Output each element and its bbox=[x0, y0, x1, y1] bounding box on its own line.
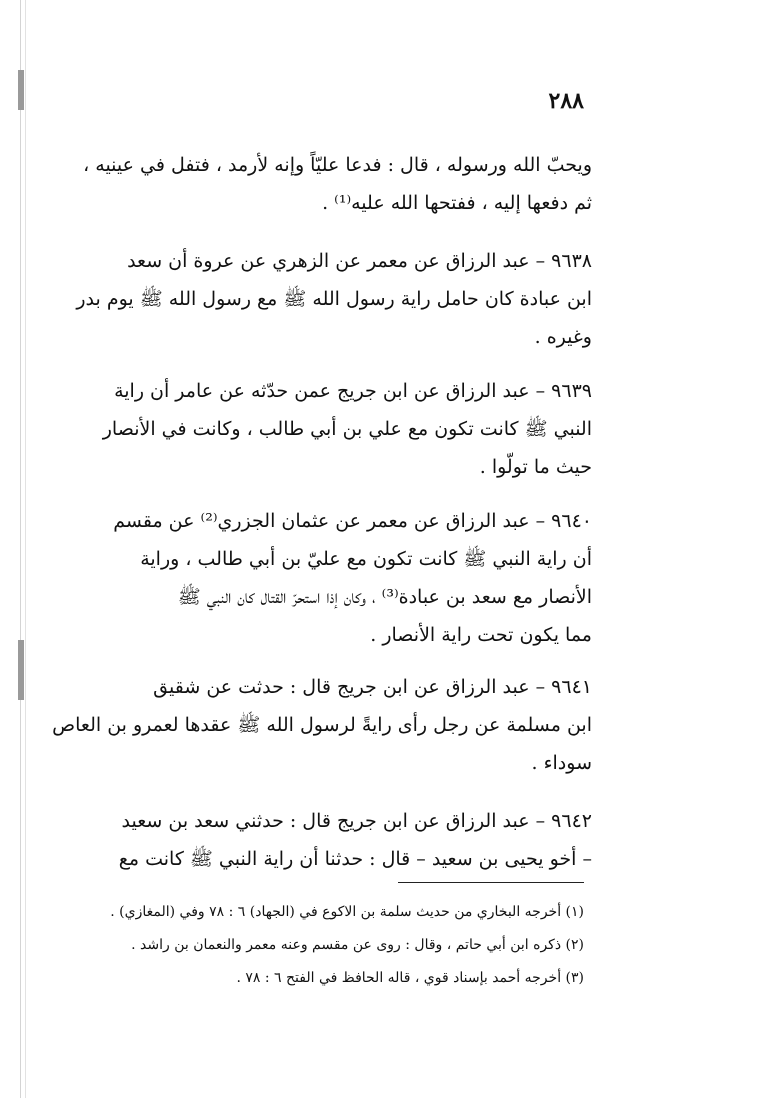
text-line: ٩٦٣٩ – عبد الرزاق عن ابن جريج عمن حدّثه عن عامر أن راية bbox=[114, 380, 592, 402]
footnote-separator bbox=[398, 882, 584, 883]
text-line: ٩٦٤١ – عبد الرزاق عن ابن جريج قال : حدثت عن شقيق bbox=[153, 676, 592, 698]
text-line: مما يكون تحت راية الأنصار . bbox=[370, 624, 592, 646]
hadith-9638 bbox=[44, 242, 592, 356]
page-number: ٢٨٨ bbox=[548, 88, 584, 114]
text-line: – أخو يحيى بن سعيد – قال : حدثنا أن راية النبي ﷺ كانت مع bbox=[118, 848, 592, 870]
text-line: النبي ﷺ كانت تكون مع علي بن أبي طالب ، وكانت في الأنصار bbox=[102, 418, 592, 440]
text-line: سوداء . bbox=[531, 752, 592, 774]
text-line: ابن عبادة كان حامل راية رسول الله ﷺ مع رسول الله ﷺ يوم بدر bbox=[76, 288, 592, 310]
hadith-9642 bbox=[44, 802, 592, 878]
hadith-9640 bbox=[44, 502, 592, 654]
text-line: الأنصار مع سعد بن عبادة⁽³⁾ ، وكان إذا استحرّ القتال كان النبي ﷺ bbox=[177, 586, 592, 608]
scan-edge-mark bbox=[18, 70, 24, 110]
footnote-2: (٢) ذكره ابن أبي حاتم ، وقال : روى عن مقسم وعنه معمر والنعمان بن راشد . bbox=[131, 937, 584, 953]
text-line: أن راية النبي ﷺ كانت تكون مع عليّ بن أبي طالب ، وراية bbox=[140, 548, 592, 570]
text-line: ٩٦٤٢ – عبد الرزاق عن ابن جريج قال : حدثني سعد بن سعيد bbox=[121, 810, 592, 832]
text-line: ابن مسلمة عن رجل رأى رايةً لرسول الله ﷺ عقدها لعمرو بن العاص bbox=[52, 714, 592, 736]
footnote-1: (١) أخرجه البخاري من حديث سلمة بن الاكوع في (الجهاد) ٦ : ٧٨ وفي (المغازي) . bbox=[110, 904, 584, 920]
text-line: حيث ما تولّوا . bbox=[479, 456, 592, 478]
text-line: ٩٦٤٠ – عبد الرزاق عن معمر عن عثمان الجزري⁽²⁾ عن مقسم bbox=[113, 510, 592, 532]
text-line: وغيره . bbox=[534, 326, 592, 348]
text-line: ثم دفعها إليه ، ففتحها الله عليه⁽¹⁾ . bbox=[322, 192, 592, 214]
footnotes-list bbox=[110, 896, 584, 995]
footnote-3: (٣) أخرجه أحمد بإسناد قوي ، قاله الحافظ في الفتح ٦ : ٧٨ . bbox=[236, 970, 584, 986]
scan-edge-mark bbox=[18, 640, 24, 700]
hadith-9641 bbox=[44, 668, 592, 782]
text-line: ويحبّ الله ورسوله ، قال : فدعا عليّاً وإنه لأرمد ، فتفل في عينيه ، bbox=[83, 154, 592, 176]
scan-edge-line bbox=[20, 0, 21, 1098]
hadith-9639 bbox=[44, 372, 592, 486]
text-line: ٩٦٣٨ – عبد الرزاق عن معمر عن الزهري عن عروة أن سعد bbox=[127, 250, 592, 272]
scan-edge-line bbox=[25, 0, 26, 1098]
paragraph-continuation bbox=[44, 146, 592, 222]
